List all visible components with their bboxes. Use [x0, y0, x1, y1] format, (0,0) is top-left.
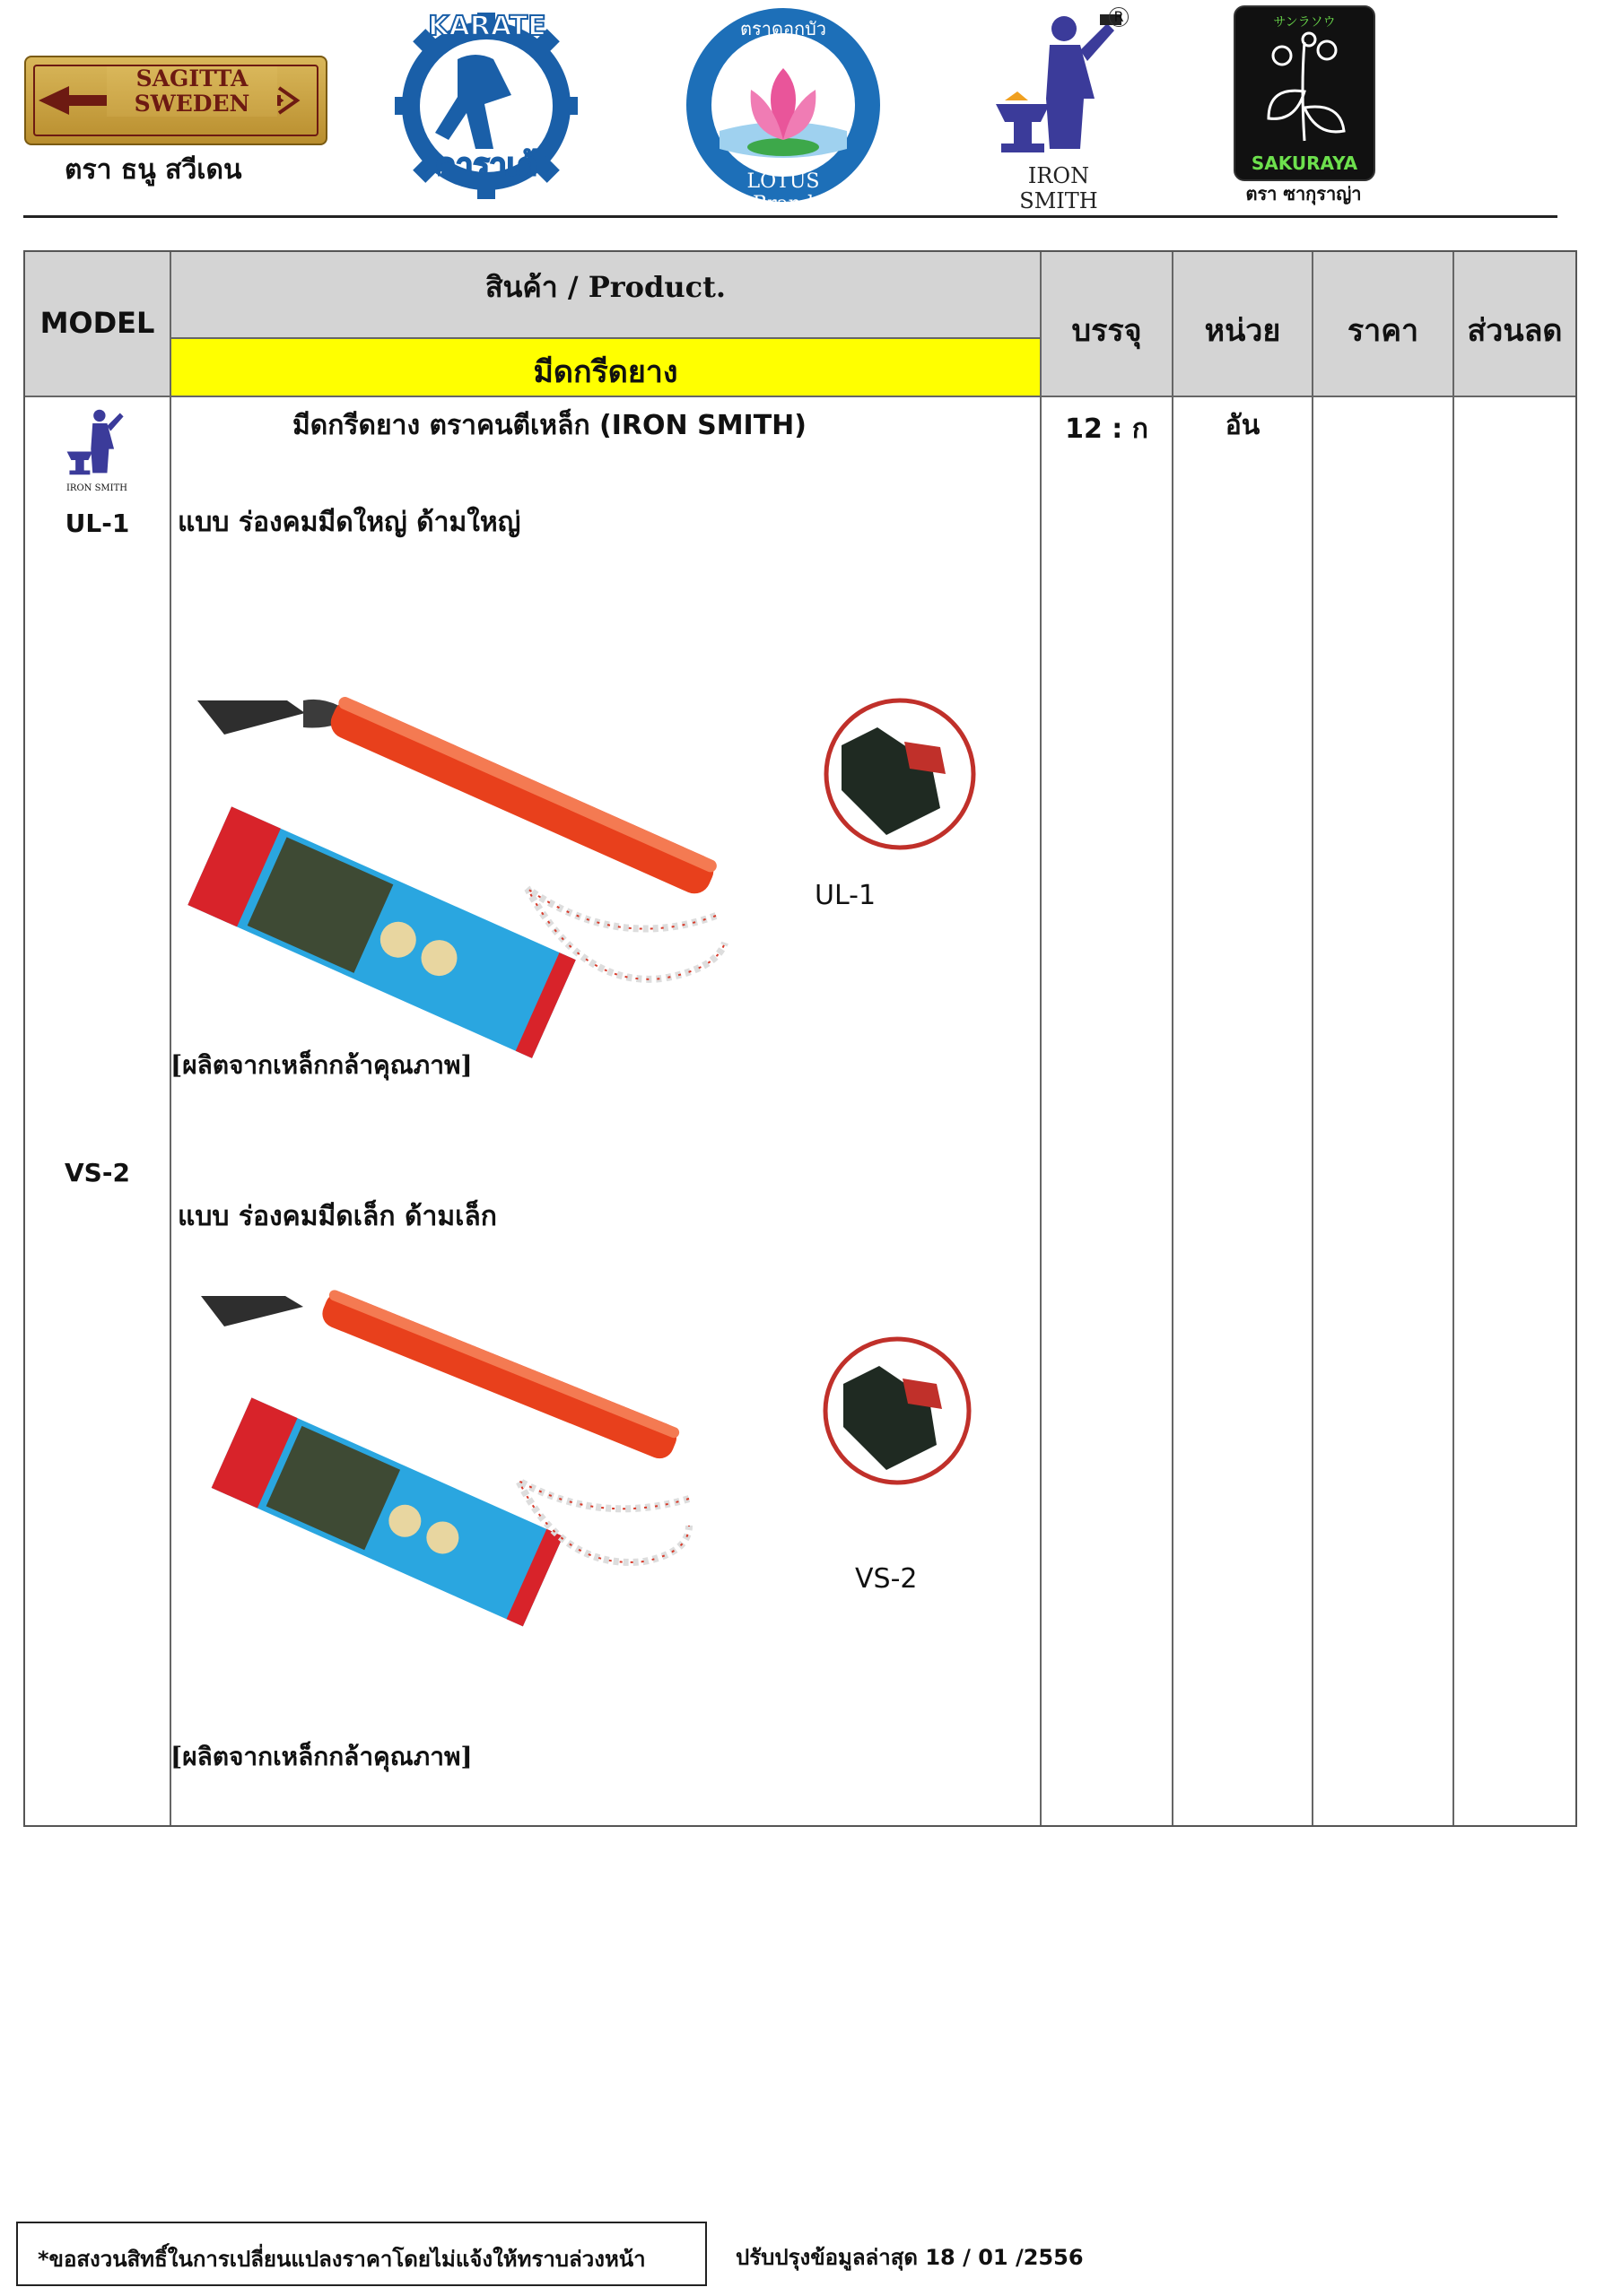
sagitta-name: SAGITTA SWEDEN — [107, 66, 277, 117]
mini-logo-caption: IRON SMITH — [65, 483, 128, 493]
sakuraya-name: SAKURAYA — [1251, 152, 1358, 174]
sagitta-caption: ตรา ธนู สวีเดน — [65, 154, 242, 186]
row-divider — [25, 396, 1575, 397]
row-divider — [171, 337, 1040, 339]
col-divider — [1312, 252, 1313, 1825]
col-divider — [1040, 252, 1042, 1825]
unit-value: อัน — [1225, 410, 1260, 441]
disclaimer-text: *ขอสงวนสิทธิ์ในการเปลี่ยนแปลงราคาโดยไม่แจ้งให้ทราบล่วงหน้า — [38, 2247, 646, 2272]
variant-vs-2: แบบ ร่องคมมีดเล็ก ด้ามเล็ก — [178, 1201, 497, 1232]
iron-smith-logo — [987, 5, 1130, 213]
iron-smith-mini-logo — [61, 404, 133, 494]
header-unit: หน่วย — [1204, 313, 1281, 349]
header-price: ราคา — [1347, 313, 1419, 349]
flower-icon — [1255, 29, 1354, 145]
karate-logo — [395, 5, 578, 203]
variant-ul-1: แบบ ร่องคมมีดใหญ่ ด้ามใหญ่ — [178, 507, 521, 538]
karate-thai: คาราเต้ — [435, 147, 537, 183]
image-label-vs-2: VS-2 — [855, 1563, 918, 1595]
last-updated-text: ปรับปรุงข้อมูลล่าสุด 18 / 01 /2556 — [736, 2245, 1084, 2270]
registered-mark: R — [1109, 7, 1129, 27]
product-title: มีดกรีดยาง ตราคนตีเหล็ก (IRON SMITH) — [292, 410, 807, 441]
header-pack: บรรจุ — [1071, 313, 1142, 349]
lotus-thai: ตราดอกบัว — [740, 18, 826, 39]
lotus-en: LOTUS Brand — [746, 170, 820, 215]
sakuraya-jp: サンラソウ — [1273, 15, 1336, 30]
header-discount: ส่วนลด — [1467, 313, 1563, 349]
header-divider — [23, 215, 1557, 218]
quality-note-vs-2: [ผลิตจากเหล็กกล้าคุณภาพ] — [170, 1742, 473, 1771]
sakuraya-logo — [1234, 5, 1375, 181]
sakuraya-caption: ตรา ซากุราญ่า — [1245, 183, 1362, 204]
blacksmith-icon — [61, 404, 133, 480]
lotus-brand-logo — [684, 5, 883, 215]
image-label-ul-1: UL-1 — [815, 880, 877, 911]
product-image-vs-2 — [169, 1283, 976, 1660]
price-table — [23, 250, 1577, 1827]
header-product: สินค้า / Product. — [484, 270, 727, 304]
disclaimer-box — [16, 2222, 707, 2286]
karate-word: KARATE — [428, 11, 546, 42]
col-divider — [1172, 252, 1173, 1825]
rubber-knife-icon — [169, 1283, 976, 1660]
sagitta-sweden-logo — [24, 56, 327, 145]
blacksmith-icon — [987, 5, 1130, 163]
header-category: มีดกรีดยาง — [533, 354, 678, 390]
pack-value: 12 : ก — [1065, 413, 1148, 445]
model-vs-2: VS-2 — [65, 1158, 130, 1187]
col-divider — [1452, 252, 1454, 1825]
brand-logos — [0, 0, 1605, 215]
iron-smith-name: IRON SMITH — [1019, 163, 1098, 213]
quality-note-ul-1: [ผลิตจากเหล็กกล้าคุณภาพ] — [170, 1050, 473, 1080]
header-model: MODEL — [39, 306, 155, 340]
model-ul-1: UL-1 — [65, 509, 130, 538]
